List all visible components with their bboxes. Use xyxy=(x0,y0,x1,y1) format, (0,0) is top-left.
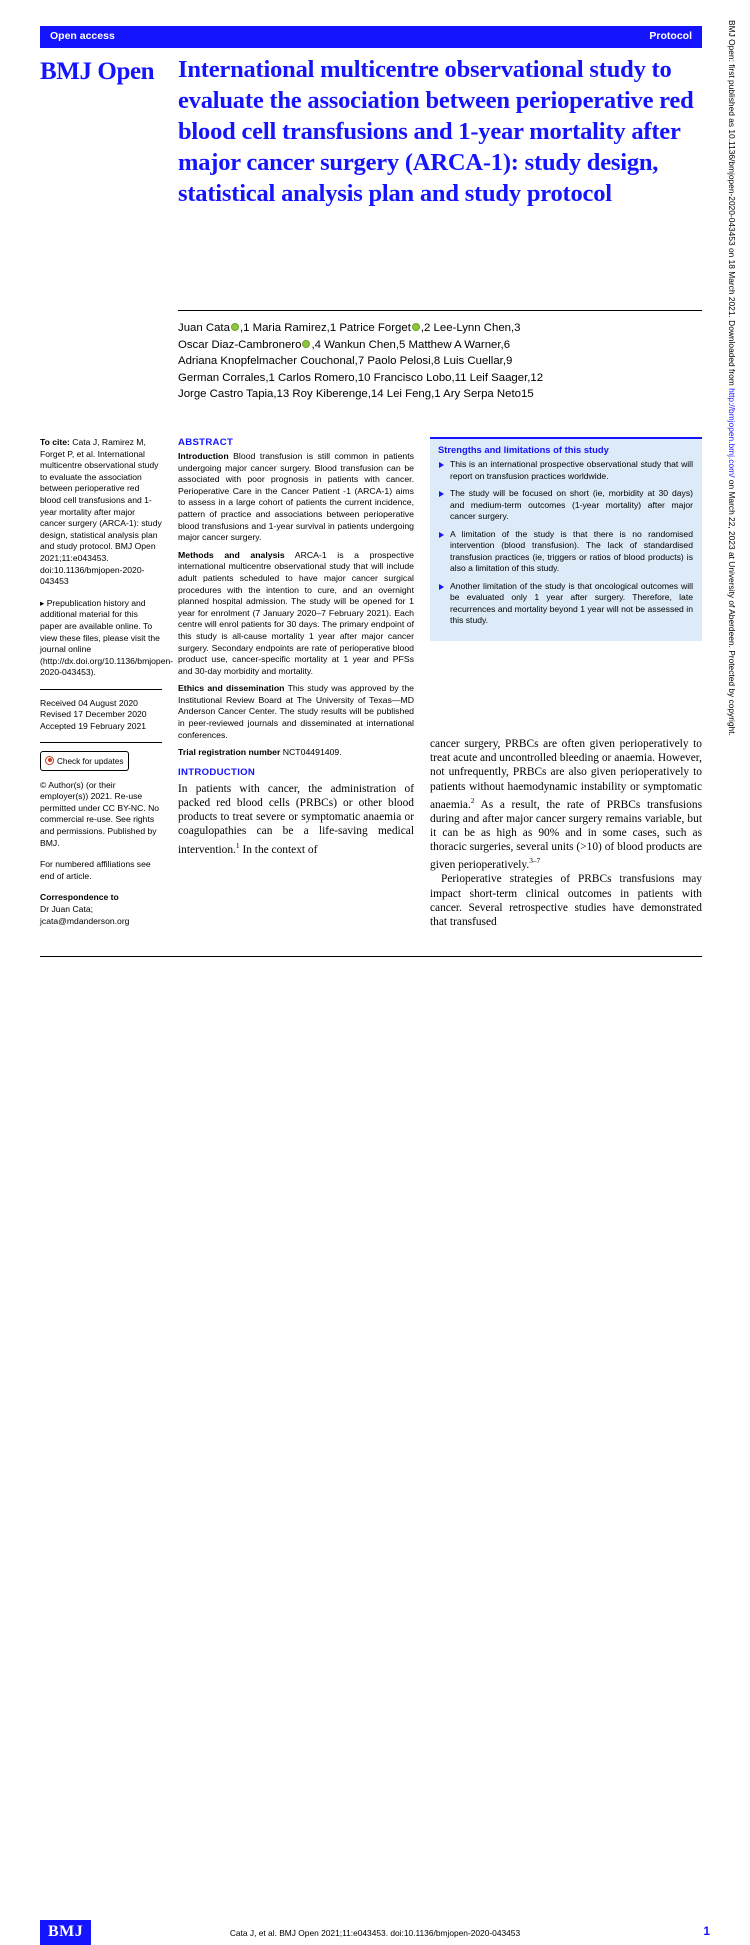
correspondence-label: Correspondence to xyxy=(40,892,119,903)
author-line-2 xyxy=(178,337,702,354)
affiliations-note: For numbered affiliations see end of article. xyxy=(40,859,151,881)
abstract-column xyxy=(178,437,414,857)
abstract-trial-registration xyxy=(178,747,414,759)
orcid-icon[interactable] xyxy=(302,340,310,348)
abstract-ethics-text: This study was approved by the Institutional Review Board at The University of Texas—MD Anderson Cancer Center. The study results will be published in peer-reviewed journals and disseminated at international conferences. xyxy=(178,683,414,740)
intro-para-text-end: In the context of xyxy=(239,843,318,856)
author-list xyxy=(178,310,702,403)
abstract-intro-label: Introduction xyxy=(178,451,229,461)
abstract-methods-text: ARCA-1 is a prospective international multicentre observational study that will include adult patients scheduled to have major cancer surgical procedures with the intention to cure, and an overnight planned hospital admission. The study will be opened for 1 year for enrolment (7 January 2020–7 February 2021). Each centre will enrol patients for 30 days. The primary endpoint of this study is all-cause mortality 1 year after major cancer surgery. Secondary endpoints are rate of perioperative blood product use, cancer-specific mortality at 1 year and PFSs and 30-day morbidity and mortality. xyxy=(178,549,414,676)
introduction-body xyxy=(178,782,414,857)
copyright-block: © Author(s) (or their employer(s)) 2021. Re-use permitted under CC BY-NC. No commercial re-use. See rights and permissions. Published by BMJ. xyxy=(40,779,160,848)
list-item: This is an international prospective observational study that will report on transfusion practices worldwide. xyxy=(439,459,693,482)
trial-registration-label: Trial registration number xyxy=(178,747,281,758)
divider xyxy=(40,742,162,743)
rail-link[interactable]: http://bmjopen.bmj.com/ xyxy=(727,388,737,478)
crossmark-label: Check for updates xyxy=(57,756,124,766)
footer-citation: Cata J, et al. BMJ Open 2021;11:e043453. doi:10.1136/bmjopen-2020-043453 xyxy=(229,1928,521,1938)
article-type-label: Protocol xyxy=(649,30,692,42)
author-line-1 xyxy=(178,320,702,337)
citation-ref[interactable]: 3–7 xyxy=(529,856,541,866)
page-footer xyxy=(0,958,750,1940)
author-line-4: German Corrales,1 Carlos Romero,10 Francisco Lobo,11 Leif Saager,12 xyxy=(178,371,544,384)
author-line-3: Adriana Knopfelmacher Couchonal,7 Paolo Pelosi,8 Luis Cuellar,9 xyxy=(178,355,513,367)
body-paragraph-1 xyxy=(430,737,702,872)
bmj-logo: BMJ xyxy=(40,1920,91,1945)
journal-brand: BMJ Open xyxy=(40,58,155,85)
body-paragraph-2: Perioperative strategies of PRBCs transfusions may impact short-term clinical outcomes in patients with cancer. Several retrospective studies have demonstrated that transfused xyxy=(430,873,702,929)
author-line-rest: ,4 Wankun Chen,5 Matthew A Warner,6 xyxy=(311,338,511,351)
open-access-label: Open access xyxy=(50,30,115,42)
crossmark-icon xyxy=(45,756,54,765)
strengths-heading: Strengths and limitations of this study xyxy=(438,444,609,455)
footer-divider xyxy=(40,956,702,957)
introduction-paragraph-1 xyxy=(178,782,414,857)
to-cite-label: To cite: xyxy=(40,437,70,447)
abstract-introduction xyxy=(178,451,414,544)
prepublication-text: Prepublication history and additional material for this paper are available online. To view these files, please visit the journal online (http://dx.doi.org/10.1136/bmjopen-2020-043453). xyxy=(40,597,174,678)
list-item: Another limitation of the study is that oncological outcomes will be evaluated only 1 year after surgery. Therefore, late recurrences and mortality beyond 1 year will not be assessed in this study. xyxy=(439,581,693,627)
received-date: Received 04 August 2020 xyxy=(40,697,138,708)
author-line-rest-2: ,2 Lee-Lynn Chen,3 xyxy=(420,322,521,334)
body-column-right xyxy=(430,737,702,929)
list-item: A limitation of the study is that there is no randomised intervention (blood transfusion). The lack of standardised transfusion practices (ie, triggers or ratios of blood products) is also a limitation of this study. xyxy=(439,529,693,575)
open-access-bar xyxy=(40,26,702,48)
crossmark-button[interactable] xyxy=(40,751,129,771)
to-cite-text: Cata J, Ramirez M, Forget P, et al. International multicentre observational study to evaluate the association between perioperative red blood cell transfusions and 1-year mortality after major cancer surgery (ARCA-1): study design, statistical analysis plan and study protocol. BMJ Open 2021;11:e043453. doi:10.1136/bmjopen-2020-043453 xyxy=(40,437,162,587)
intro-para-text: In patients with cancer, the administration of packed red blood cells (PRBCs) or other blood products to treat severe or symptomatic anaemia or coagulopathies can be a life-saving medical intervention. xyxy=(178,782,414,856)
rail-text-2: on March 22, 2023 at University of Aberdeen. Protected by copyright. xyxy=(727,477,737,736)
abstract-heading: ABSTRACT xyxy=(178,437,234,448)
author-name: Juan Cata xyxy=(178,322,230,334)
abstract-body xyxy=(178,451,414,759)
abstract-methods-label: Methods and analysis xyxy=(178,549,285,560)
abstract-intro-text: Blood transfusion is still common in patients undergoing major cancer surgery. Blood transfusion can be associated with poor prognosis in patients with cancer. Perioperative Care in the Cancer Patient -1 (ARCA-1) aims to assess in a large cohort of patients the current incidence, pattern of practice and associations between perioperative blood transfusions and 1-year survival in patients undergoing major cancer surgery. xyxy=(178,451,414,543)
metadata-column xyxy=(40,437,174,927)
strengths-list xyxy=(430,459,702,641)
revised-date: Revised 17 December 2020 xyxy=(40,709,147,720)
abstract-ethics-label: Ethics and dissemination xyxy=(178,683,285,694)
author-line-rest: ,1 Maria Ramirez,1 Patrice Forget xyxy=(239,322,411,334)
to-cite-block xyxy=(40,437,162,588)
page-number: 1 xyxy=(703,1924,710,1938)
strengths-limitations-box xyxy=(430,437,702,641)
author-line-5: Jorge Castro Tapia,13 Roy Kiberenge,14 Lei Feng,1 Ary Serpa Neto15 xyxy=(178,388,534,400)
citation-ref[interactable]: 1 xyxy=(235,840,240,850)
article-title: International multicentre observational study to evaluate the association between perioperative red blood cell transfusions and 1-year mortality after major cancer surgery (ARCA-1): study design, statistical analysis plan and study protocol xyxy=(178,56,694,207)
citation-ref[interactable]: 2 xyxy=(470,795,475,805)
body-text-2: As a result, the rate of PRBCs transfusions during and after major cancer surgery remains variable, but it can be as high as 90% and in some cases, such as thoracic surgeries, several units (>10) of blood products are given perioperatively. xyxy=(430,798,702,872)
prepublication-block: ▸ Prepublication history and additional material for this paper are available online. To view these files, please visit the journal online (http://dx.doi.org/10.1136/bmjopen-2020-043453). xyxy=(40,597,174,678)
correspondence-text: Dr Juan Cata; jcata@mdanderson.org xyxy=(40,904,130,926)
divider xyxy=(40,689,162,690)
trial-registration-number: NCT04491409. xyxy=(280,747,342,758)
rail-text-1: BMJ Open: first published as 10.1136/bmjopen-2020-043453 on 18 March 2021. Downloaded from xyxy=(727,20,737,389)
orcid-icon[interactable] xyxy=(231,323,239,331)
correspondence-block xyxy=(40,892,162,927)
orcid-icon[interactable] xyxy=(412,323,420,331)
author-name: Oscar Diaz-Cambronero xyxy=(178,338,302,351)
abstract-methods xyxy=(178,550,414,678)
list-item: The study will be focused on short (ie, morbidity at 30 days) and medium-term outcomes (1-year mortality) after major cancer surgery. xyxy=(439,488,693,523)
introduction-heading: INTRODUCTION xyxy=(178,766,256,778)
abstract-ethics xyxy=(178,683,414,741)
body-text-1: cancer surgery, PRBCs are often given perioperatively to treat acute and uncontrolled bleeding or anaemia. However, not unfrequently, PRBCs are also given perioperatively to patients without haemodynamic instability or symptomatic anaemia. xyxy=(430,738,702,811)
accepted-date: Accepted 19 February 2021 xyxy=(40,721,147,732)
download-watermark-rail xyxy=(726,20,748,960)
